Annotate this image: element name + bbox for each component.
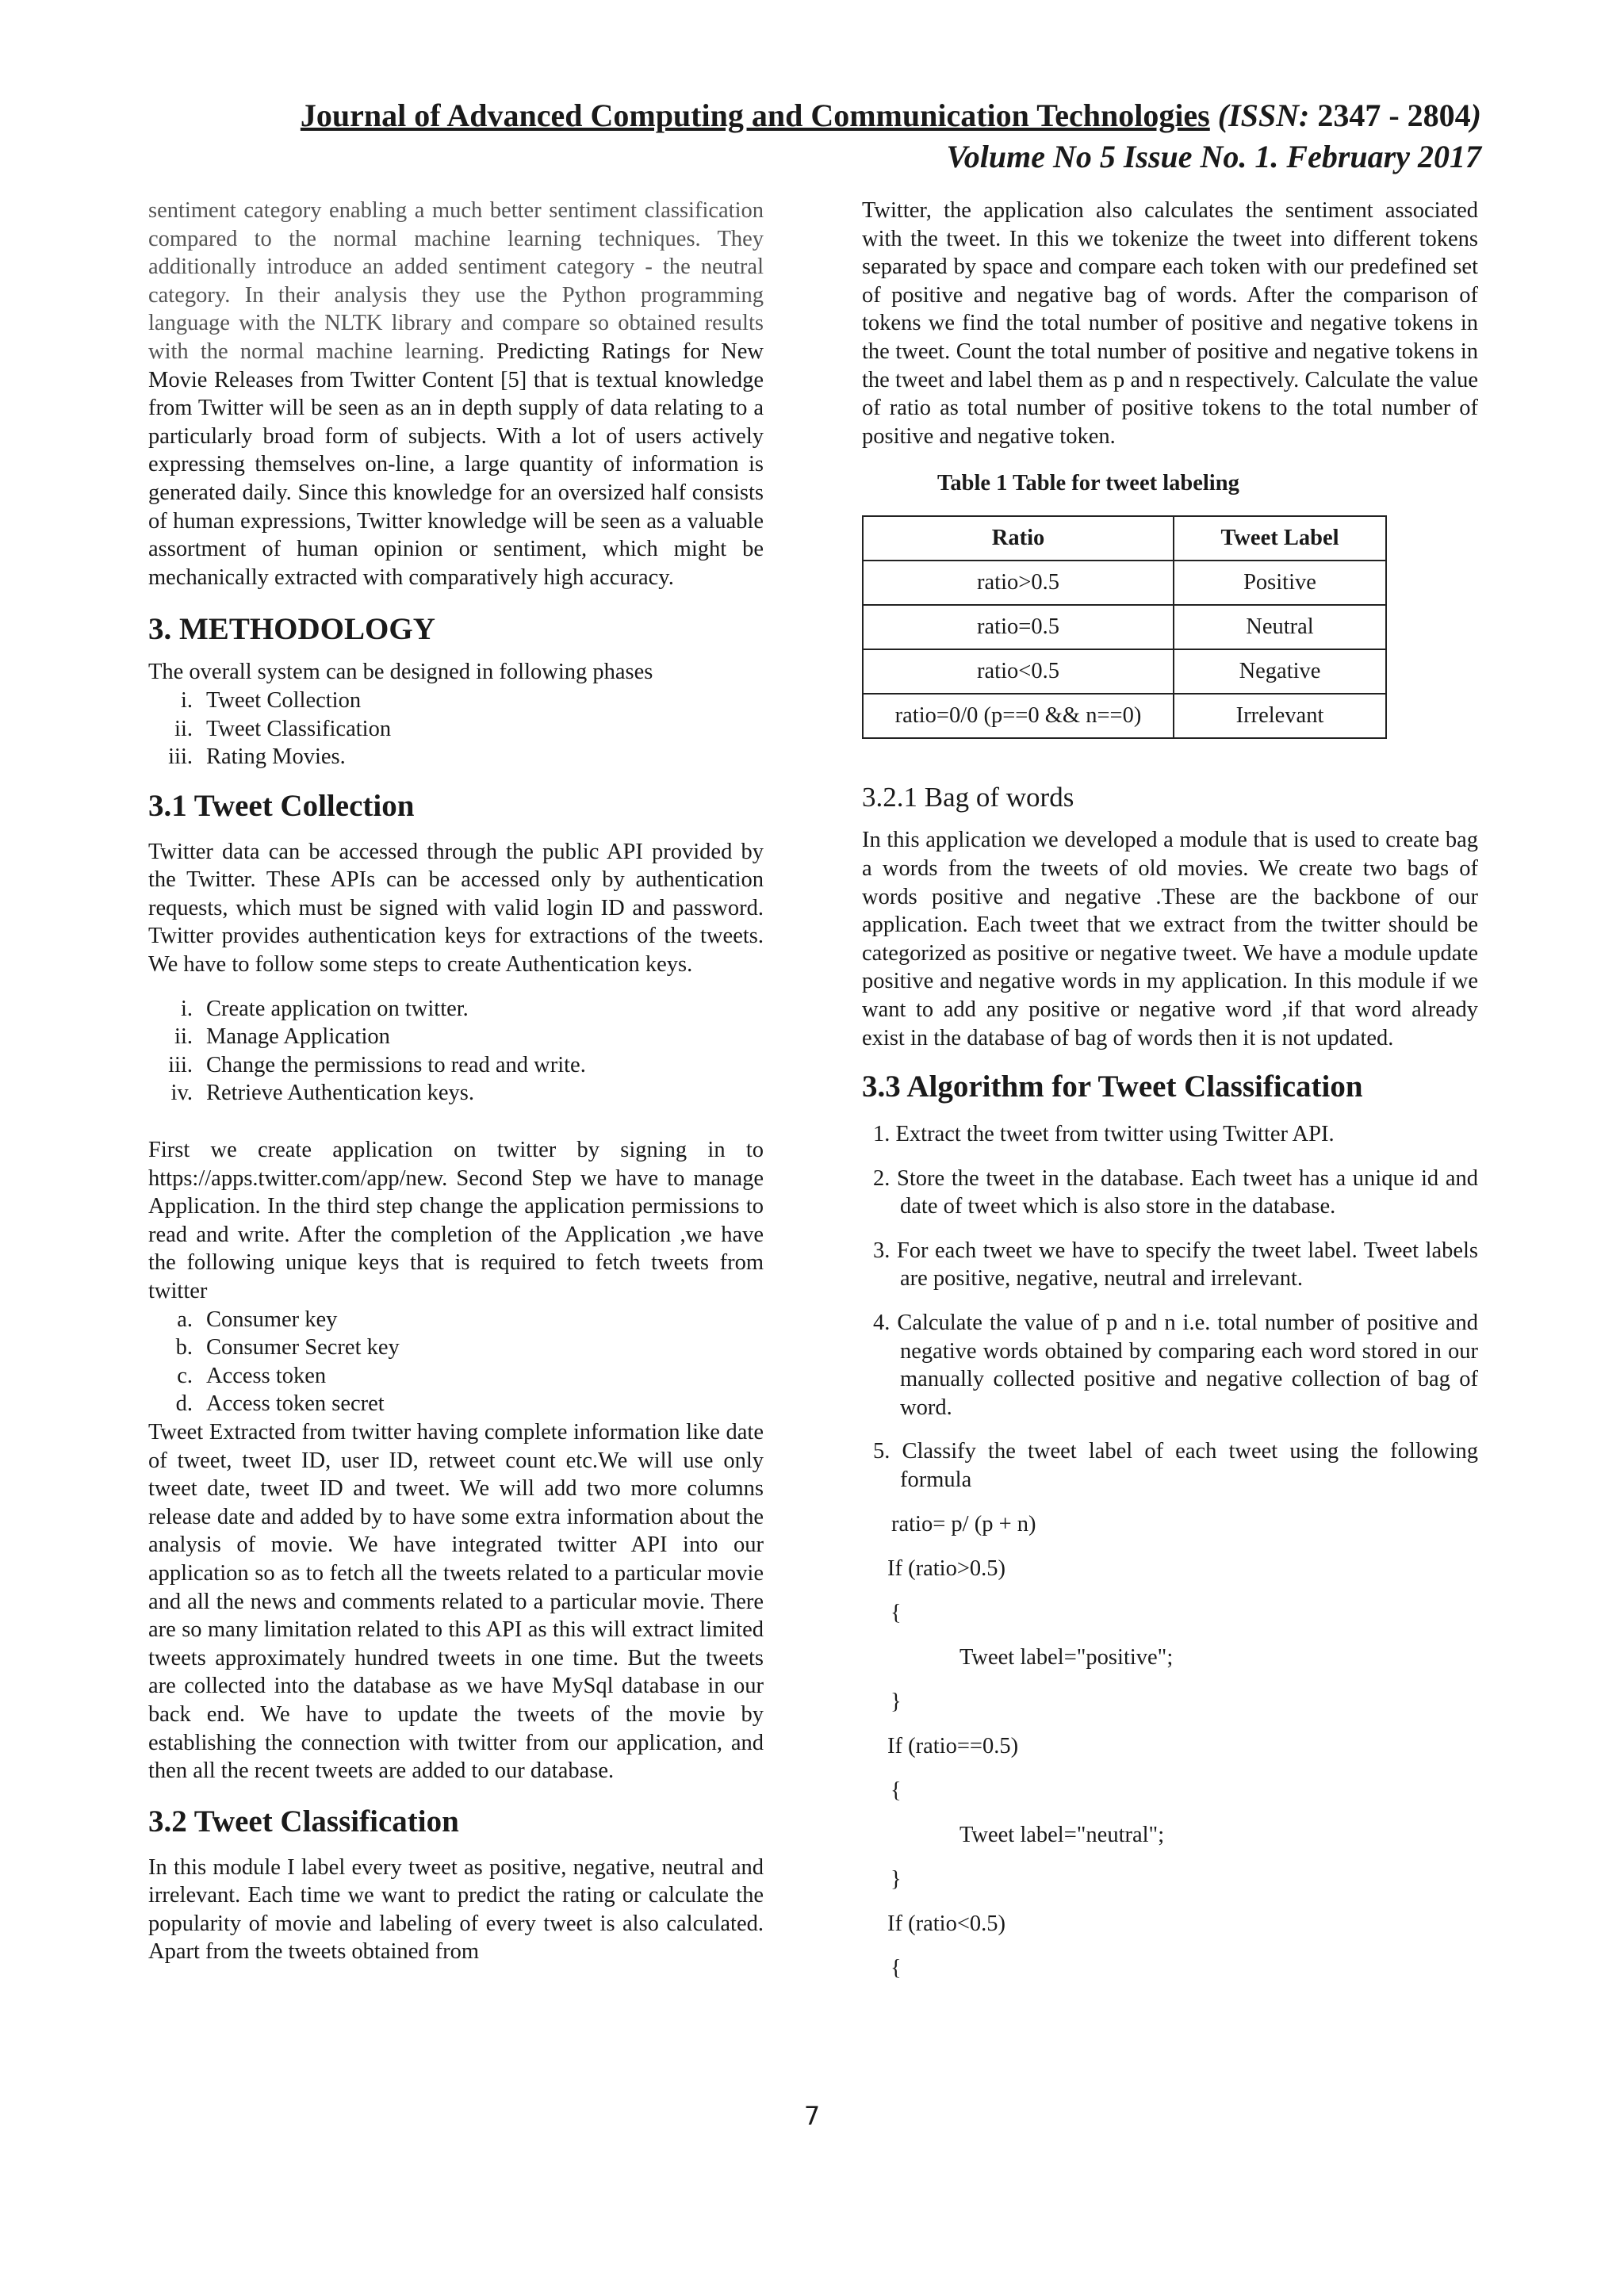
tweet-classification-heading: 3.2 Tweet Classification <box>148 1804 459 1839</box>
table-header-cell: Ratio <box>863 516 1174 561</box>
code-line: } <box>891 1866 902 1892</box>
table-caption: Table 1 Table for tweet labeling <box>937 471 1239 496</box>
table-row <box>863 649 1386 694</box>
list-item-text: Consumer key <box>206 1307 338 1332</box>
table-row <box>863 605 1386 649</box>
methodology-paragraph: The overall system can be designed in following phases <box>148 660 653 685</box>
first-step-paragraph: First we create application on twitter by signing in to https://apps.twitter.com/app/new. Second Step we have to manage Application. In the third step change the application permissions to read and write. After the completion of the Application ,we have the following unique keys that is required to fetch tweets from twitter <box>148 1138 764 1303</box>
list-marker: iii. <box>168 1052 193 1077</box>
list-item: 4. Calculate the value of p and n i.e. total number of positive and negative words obtained by comparing each word stored in our manually collected positive and negative collection of bag of word. <box>873 1311 1478 1420</box>
list-item-text: Rating Movies. <box>206 744 346 770</box>
table-row <box>863 561 1386 605</box>
list-item <box>148 1023 764 1051</box>
list-marker: ii. <box>174 1024 193 1050</box>
tweet-labeling-table <box>862 515 1387 739</box>
code-line: Tweet label="neutral"; <box>959 1822 1165 1847</box>
list-item-text: Tweet Collection <box>206 687 362 713</box>
tweet-collection-paragraph: Twitter data can be accessed through the public API provided by the Twitter. These APIs can be accessed only by authentication requests, which must be signed with valid login ID and password. Twitter provides authentication keys for extractions of the tweets. We have to follow some steps to create Authentication keys. <box>148 839 764 978</box>
list-item-text: Consumer Secret key <box>206 1335 400 1360</box>
code-line: If (ratio==0.5) <box>887 1733 1019 1758</box>
code-line: { <box>891 1600 902 1625</box>
table-row <box>863 694 1386 738</box>
list-item <box>148 1051 764 1080</box>
list-marker: iv. <box>170 1081 193 1106</box>
tweet-classification-paragraph: In this module I label every tweet as positive, negative, neutral and irrelevant. Each time we want to predict the rating or calculate the popularity of movie and labeling of every tweet is also calculated. Apart from the tweets obtained from <box>148 1854 764 1965</box>
algorithm-heading: 3.3 Algorithm for Tweet Classification <box>862 1070 1363 1104</box>
list-item <box>148 1334 764 1362</box>
tweet-collection-heading: 3.1 Tweet Collection <box>148 788 415 823</box>
table-cell: ratio>0.5 <box>863 561 1174 605</box>
table-cell: Neutral <box>1174 605 1386 649</box>
code-line: } <box>891 1689 902 1714</box>
page-number: 7 <box>803 2101 821 2131</box>
list-marker: ii. <box>174 716 193 741</box>
list-item <box>148 743 764 771</box>
list-marker: i. <box>180 687 193 713</box>
continuation-paragraph: Twitter, the application also calculates the sentiment associated with the tweet. In this we tokenize the tweet into different tokens separated by space and compare each token with our predefined set of positive and negative bag of words. After the comparison of tokens we find the total number of positive and negative tokens in the tweet. Count the total number of positive and negative tokens in the tweet and label them as p and n respectively. Calculate the value of ratio as total number of positive tokens to the total number of positive and negative token. <box>862 198 1478 449</box>
intro-paragraph-rest: Predicting Ratings for New Movie Releases from Twitter Content [5] that is textual knowledge from Twitter will be seen as an in depth supply of data relating to a particularly broad form of subjects. With a lot of users actively expressing themselves on-line, a large quantity of information is generated daily. Since this knowledge for an oversized half consists of human expressions, Twitter knowledge will be seen as a valuable assortment of human opinion or sentiment, which might be mechanically extracted with comparatively high accuracy. <box>148 339 764 590</box>
running-header <box>159 95 1481 178</box>
bag-of-words-heading: 3.2.1 Bag of words <box>862 782 1074 813</box>
algorithm-steps <box>862 1120 1478 1494</box>
list-item: 5. Classify the tweet label of each tweet using the following formula <box>873 1439 1478 1493</box>
table-cell: Positive <box>1174 561 1386 605</box>
code-line: { <box>891 1955 902 1980</box>
list-item-text: Retrieve Authentication keys. <box>206 1081 474 1106</box>
left-column <box>148 197 764 1966</box>
right-column <box>862 197 1478 1999</box>
list-item <box>148 687 764 715</box>
table-header-row <box>863 516 1386 561</box>
table-cell: Irrelevant <box>1174 694 1386 738</box>
classification-pseudocode <box>862 1510 1478 1999</box>
bag-of-words-paragraph: In this application we developed a module that is used to create bag a words from the tweets of old movies. We create two bags of words positive and negative .These are the backbone of our application. Each tweet that we extract from the twitter should be categorized as positive or negative tweet. We have a module update positive and negative words in my application. In this module if we want to add any positive or negative word ,if that word already exist in the database of bag of words then it is not updated. <box>862 828 1478 1050</box>
table-cell: ratio=0/0 (p==0 && n==0) <box>863 694 1174 738</box>
list-item <box>148 1390 764 1418</box>
list-marker: i. <box>180 996 193 1021</box>
list-marker: a. <box>177 1307 193 1332</box>
list-item-text: Access token <box>206 1363 327 1388</box>
intro-paragraph-grey: sentiment category enabling a much better sentiment classification compared to the normal machine learning techniques. They additionally introduce an added sentiment category - the neutral category. In their analysis they use the Python programming language with the NLTK library and compare so obtained results with the normal machine learning. <box>148 198 764 364</box>
list-item <box>148 1362 764 1391</box>
list-item-text: Create application on twitter. <box>206 996 469 1021</box>
issn-label: (ISSN: <box>1217 98 1310 133</box>
steps-list <box>148 995 764 1108</box>
code-line: Tweet label="positive"; <box>959 1644 1174 1670</box>
list-item: 1. Extract the tweet from twitter using Twitter API. <box>873 1122 1335 1147</box>
table-header-cell: Tweet Label <box>1174 516 1386 561</box>
phases-list <box>148 687 764 771</box>
list-marker: b. <box>175 1335 193 1360</box>
code-line: { <box>891 1777 902 1803</box>
list-item-text: Access token secret <box>206 1391 385 1417</box>
code-line: If (ratio<0.5) <box>887 1911 1006 1936</box>
list-marker: d. <box>175 1391 193 1417</box>
list-item <box>148 1306 764 1334</box>
code-line: ratio= p/ (p + n) <box>891 1511 1036 1536</box>
extracted-paragraph: Tweet Extracted from twitter having complete information like date of tweet, tweet ID, user ID, retweet count etc.We will use only tweet date, tweet ID and tweet. We will add two more columns release date and added by to have some extra information about the analysis of movie. We have integrated twitter API into our application so as to fetch all the tweets related to a particular movie and all the news and comments related to a particular movie. There are so many limitation related to this API as this will extract limited tweets approximately hundred tweets in one time. But the tweets are collected into the database as we have MySql database in our back end. We have to update the tweets of the movie by establishing the connection with twitter from our application, and then all the recent tweets are added to our database. <box>148 1419 764 1784</box>
table-cell: ratio=0.5 <box>863 605 1174 649</box>
list-item-text: Tweet Classification <box>206 716 392 741</box>
list-item-text: Manage Application <box>206 1024 390 1050</box>
table-cell: Negative <box>1174 649 1386 694</box>
code-line: If (ratio>0.5) <box>887 1556 1006 1581</box>
list-item-text: Change the permissions to read and write. <box>206 1052 586 1077</box>
issn-number: 2347 - 2804 <box>1317 98 1471 133</box>
list-item: 3. For each tweet we have to specify the tweet label. Tweet labels are positive, negative, neutral and irrelevant. <box>873 1238 1478 1292</box>
journal-title-line <box>159 95 1481 136</box>
list-item <box>148 995 764 1024</box>
issn-close: ) <box>1470 98 1481 133</box>
journal-title: Journal of Advanced Computing and Communication Technologies <box>300 98 1210 133</box>
table-cell: ratio<0.5 <box>863 649 1174 694</box>
list-item <box>148 1079 764 1108</box>
volume-line: Volume No 5 Issue No. 1. February 2017 <box>946 139 1481 174</box>
list-item <box>148 715 764 744</box>
methodology-heading: 3. METHODOLOGY <box>148 612 435 647</box>
list-item: 2. Store the tweet in the database. Each tweet has a unique id and date of tweet which is also store in the database. <box>873 1165 1478 1219</box>
list-marker: c. <box>177 1363 193 1388</box>
intro-paragraph <box>148 197 764 591</box>
list-marker: iii. <box>168 744 193 770</box>
keys-list <box>148 1306 764 1418</box>
